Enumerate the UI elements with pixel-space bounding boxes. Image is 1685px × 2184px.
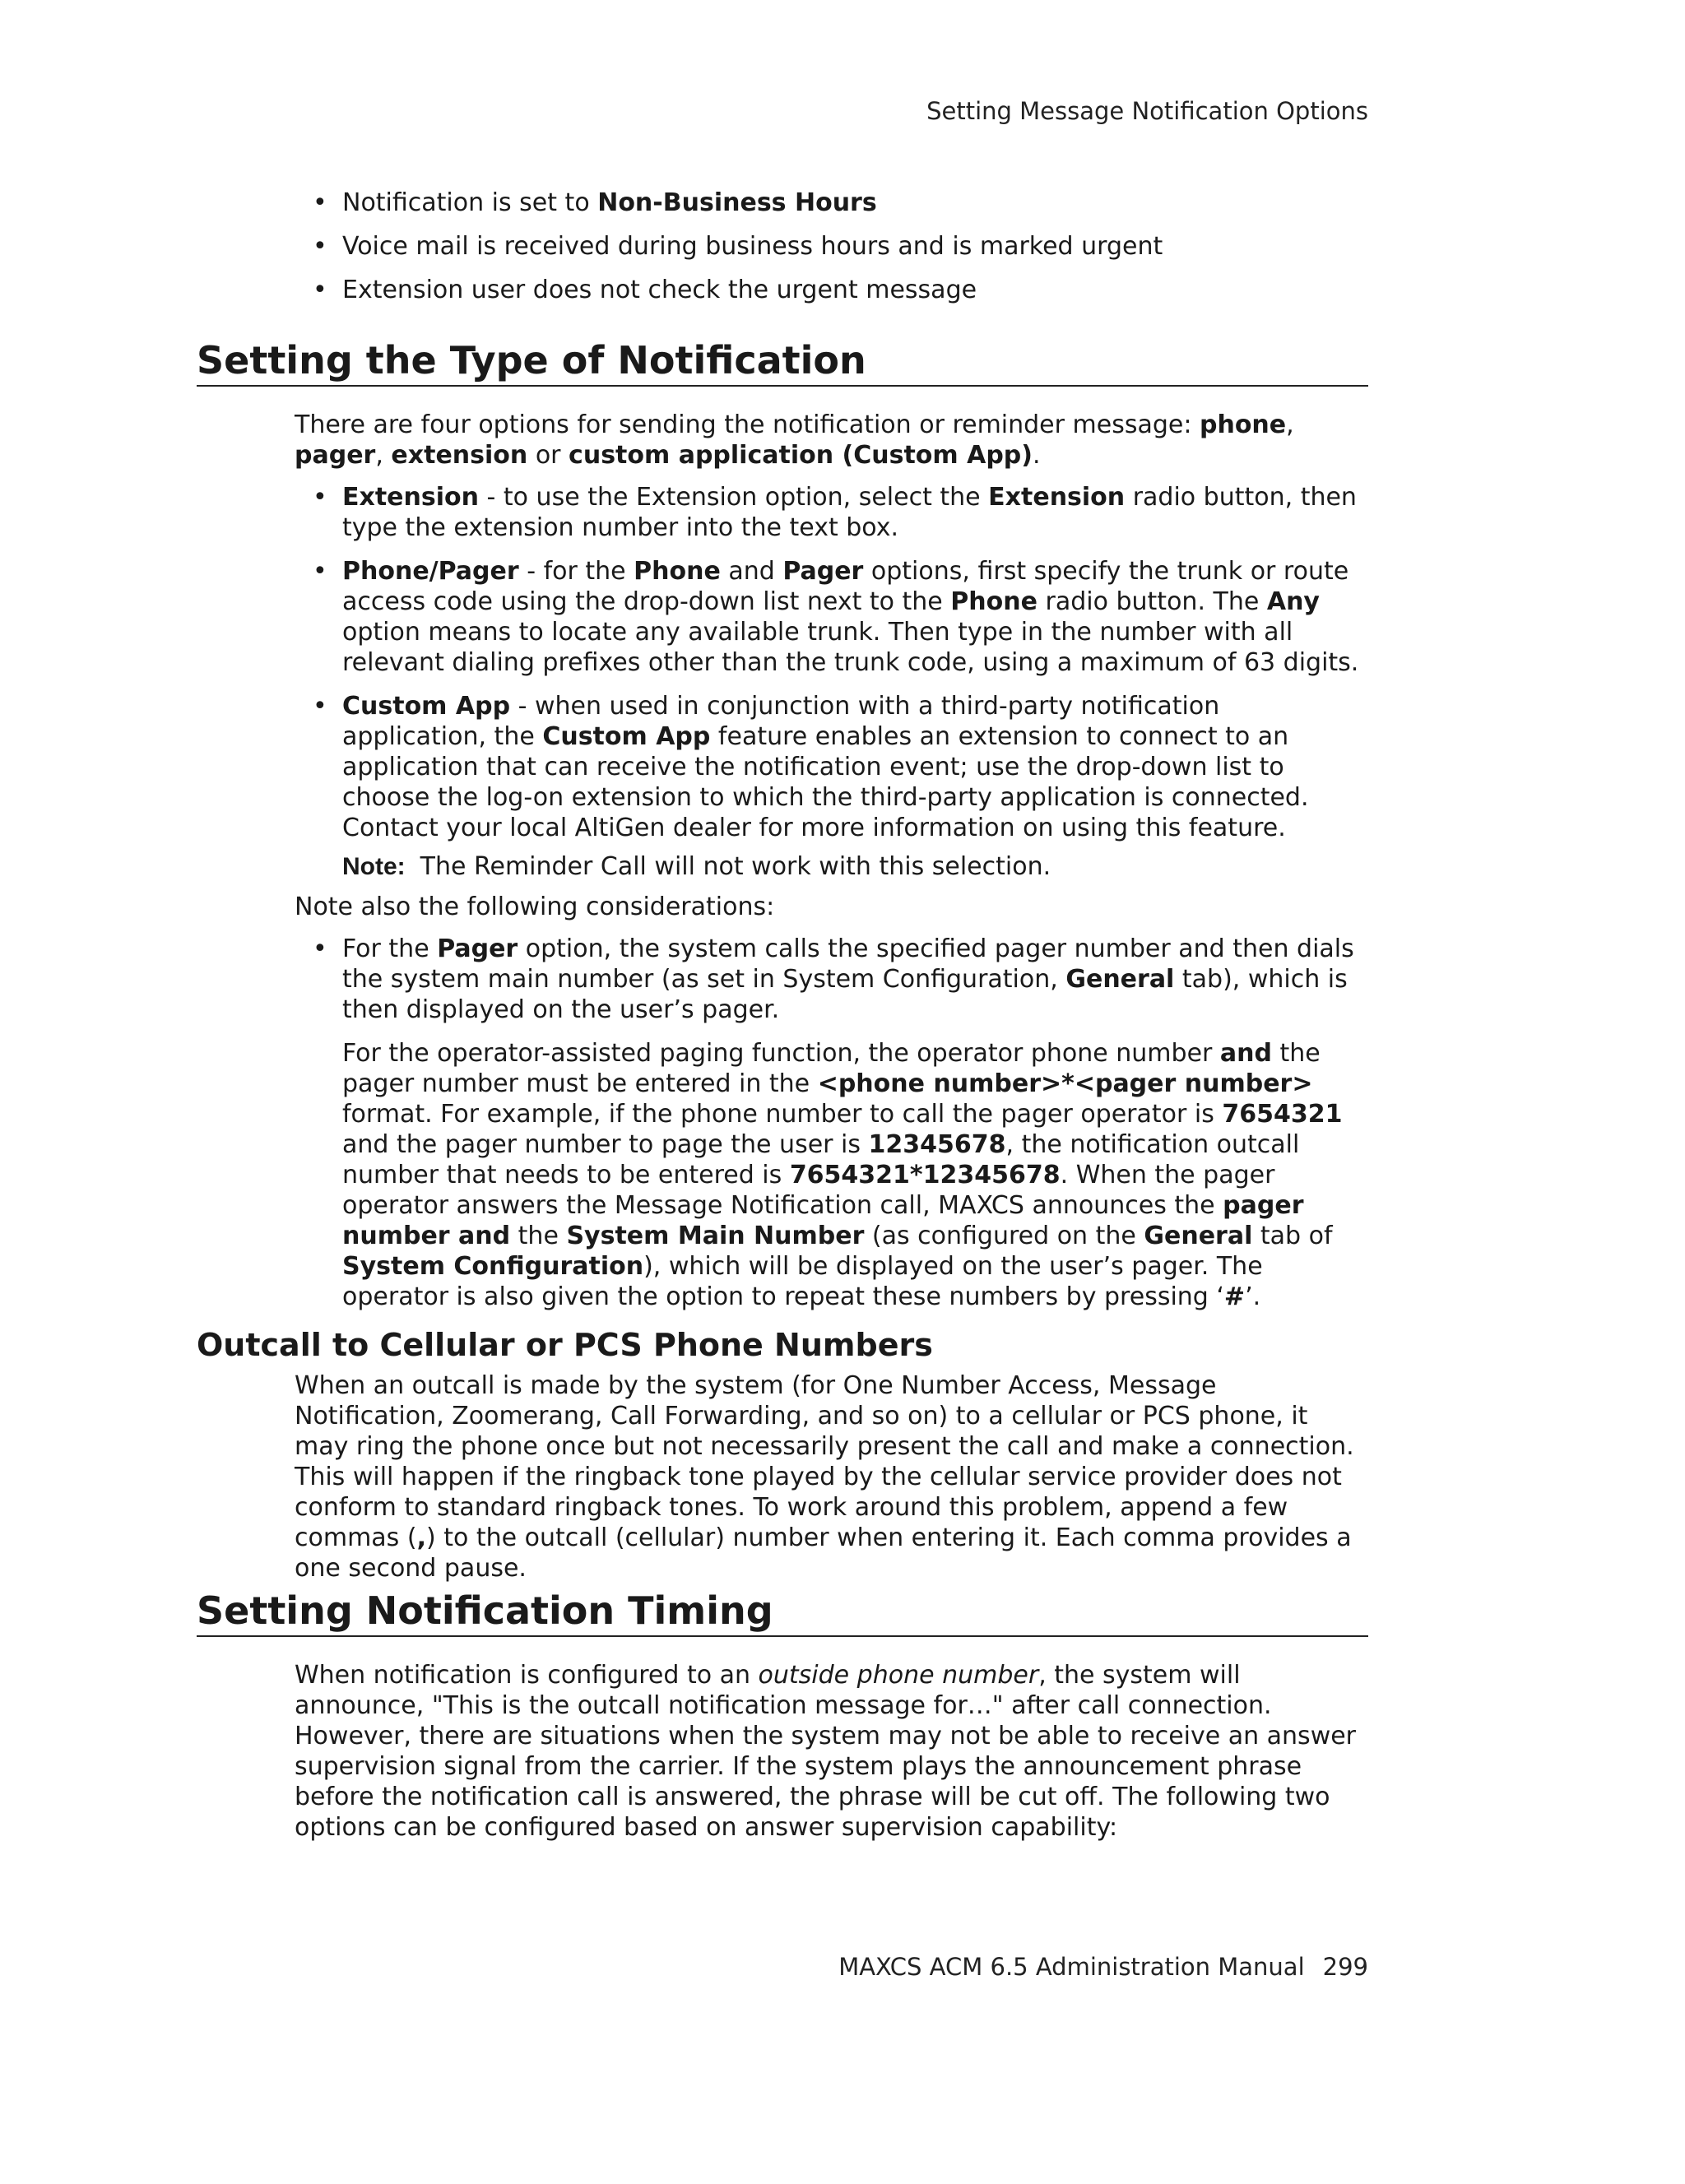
bullet-custom-app: • Custom App - when used in conjunction with a third-party notification application, the Custom App feature enables an extension to connect to an application that can receive the notification event; use the drop-down list to choose the log-on extension to which the third-party application is connected. Contact your local AltiGen dealer for more information on using this feature. xyxy=(295,691,1364,843)
manual-title: MAXCS ACM 6.5 Administration Manual xyxy=(838,1953,1305,1981)
running-header: Setting Message Notification Options xyxy=(926,97,1368,125)
cellular-paragraph: When an outcall is made by the system (for One Number Access, Message Notification, Zoomerang, Call Forwarding, and so on) to a cellular or PCS phone, it may ring the phone once but not necessarily present the call and make a connection. This will happen if the ringback tone played by the cellular service provider does not conform to standard ringback tones. To work around this problem, append a few commas (,) to the outcall (cellular) number when entering it. Each comma provides a one second pause. xyxy=(295,1371,1354,1583)
list-item: • Extension user does not check the urgent message xyxy=(295,275,1364,305)
page-number: 299 xyxy=(1322,1953,1368,1981)
list-item: • Voice mail is received during business hours and is marked urgent xyxy=(295,231,1364,262)
bullet-extension: • Extension - to use the Extension option, select the Extension radio button, then type the extension number into the text box. xyxy=(295,482,1364,543)
section-notification-type-body xyxy=(295,410,1364,1312)
note: Note: The Reminder Call will not work with this selection. xyxy=(342,852,1051,881)
bullet-phone-pager: • Phone/Pager - for the Phone and Pager options, first specify the trunk or route access code using the drop-down list next to the Phone radio button. The Any option means to locate any available trunk. Then type in the number with all relevant dialing prefixes other than the trunk code, using a maximum of 63 digits. xyxy=(295,556,1364,678)
section-timing-body xyxy=(295,1660,1364,1843)
page-footer xyxy=(838,1953,1368,1981)
operator-paging-paragraph: For the operator-assisted paging function, the operator phone number and the pager number must be entered in the <phone number>*<pager number> format. For example, if the phone number to call the pager operator is 7654321 and the pager number to page the user is 12345678, the notification outcall number that needs to be entered is 7654321*12345678. When the pager operator answers the Message Notification call, MAXCS announces the pager number and the System Main Number (as configured on the General tab of System Configuration), which will be displayed on the user’s pager. The operator is also given the option to repeat these numbers by pressing ‘#’. xyxy=(342,1039,1343,1311)
section-cellular-body xyxy=(295,1370,1364,1584)
bullet-pager: • For the Pager option, the system calls the specified pager number and then dials the system main number (as set in System Configuration, General tab), which is then displayed on the user’s pager. xyxy=(295,934,1364,1025)
section-heading-notification-type: Setting the Type of Notification xyxy=(197,337,1368,387)
considerations-intro: Note also the following considerations: xyxy=(295,893,775,921)
timing-paragraph: When notification is configured to an outside phone number, the system will announce, "This is the outcall notification message for…" after call connection. However, there are situations when the system may not be able to receive an answer supervision signal from the carrier. If the system plays the announcement phrase before the notification call is answered, the phrase will be cut off. The following two options can be configured based on answer supervision capability: xyxy=(295,1661,1357,1842)
section-heading-cellular: Outcall to Cellular or PCS Phone Numbers xyxy=(197,1327,933,1363)
section-heading-timing: Setting Notification Timing xyxy=(197,1588,1368,1637)
intro-paragraph: There are four options for sending the notification or reminder message: phone, pager, extension or custom application (Custom App). xyxy=(295,410,1294,470)
list-item: • Notification is set to Non-Business Hours xyxy=(295,188,1364,218)
note-label: Note: xyxy=(342,853,406,880)
top-bullet-list xyxy=(295,188,1364,318)
